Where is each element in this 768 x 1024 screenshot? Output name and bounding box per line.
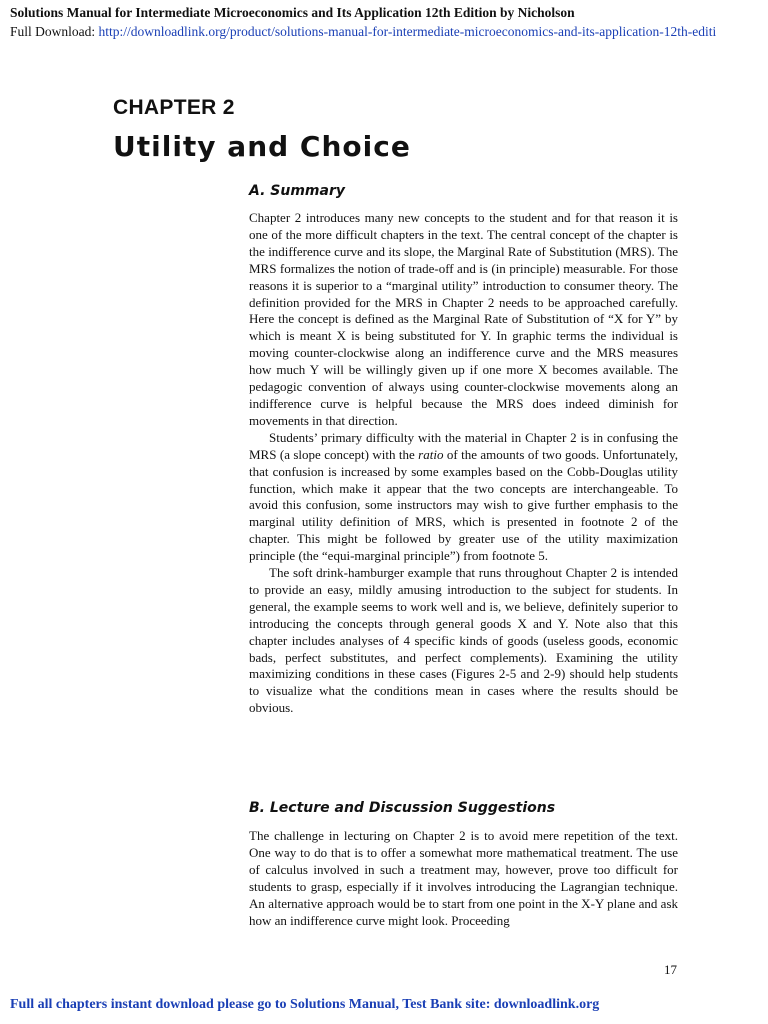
summary-body (249, 210, 678, 717)
lecture-paragraph: The challenge in lecturing on Chapter 2 is to avoid mere repetition of the text. One way to do that is to offer a somewhat more mathematical treatment. The use of calculus involved in such a treatment may, however, prove too difficult for students to grasp, especially if it involves introducing the Lagrangian technique. An alternative approach would be to start from one point in the X-Y plane and ask how an indifference curve might look. Proceeding (249, 828, 678, 928)
lecture-heading: B. Lecture and Discussion Suggestions (249, 800, 556, 816)
summary-paragraph-1: Chapter 2 introduces many new concepts to the student and for that reason it is one of the more difficult chapters in the text. The central concept of the chapter is the indifference curve and its slope, the Marginal Rate of Substitution (MRS). The MRS formalizes the notion of trade-off and is (in principle) measurable. For those reasons it is superior to a “marginal utility” introduction to consumer theory. The definition provided for the MRS in Chapter 2 needs to be approached carefully. Here the concept is defined as the Marginal Rate of Substitution of “X for Y” by which is meant X is being substituted for Y. In graphic terms the individual is moving counter-clockwise along an indifference curve and the MRS measures how much Y will be willingly given up if one more X becomes available. The pedagogic convention of always using counter-clockwise movements along an indifference curve is helpful because the MRS does indeed diminish for movements in that direction. (249, 210, 678, 428)
page-number: 17 (664, 962, 677, 977)
summary-paragraph-2-end: of the amounts of two goods. Unfortunately, that confusion is increased by some examples based on the Cobb-Douglas utility function, which make it appear that the two concepts are interchangeable. To avoid this confusion, some instructors may wish to give further emphasis to the marginal utility definition of MRS, which is presented in footnote 2 of the chapter. This might be followed by greater use of the utility maximization principle (the “equi-marginal principle”) from footnote 5. (249, 446, 679, 564)
footer-download-link[interactable]: Full all chapters instant download please go to Solutions Manual, Test Bank site: downloadlink.org (10, 997, 600, 1012)
summary-paragraph-3: The soft drink-hamburger example that runs throughout Chapter 2 is intended to provide an easy, mildly amusing introduction to the subject for students. In general, the example seems to work well and is, we believe, definitely superior to introducing the concepts through general goods X and Y. Note also that this chapter includes analyses of 4 specific kinds of goods (useless goods, economic bads, perfect substitutes, and perfect complements). Examining the utility maximizing conditions in these cases (Figures 2-5 and 2-9) should help students to visualize what the conditions mean in cases where the results should be obvious. (249, 565, 678, 716)
lecture-body (249, 828, 678, 929)
document-source-title: Solutions Manual for Intermediate Microeconomics and Its Application 12th Edition by Nicholson (10, 5, 575, 20)
full-download-label: Full Download: (10, 24, 96, 39)
full-download-line (10, 24, 768, 40)
summary-paragraph-2 (249, 430, 678, 565)
summary-heading: A. Summary (249, 183, 345, 199)
ratio-emphasis: ratio (418, 446, 444, 462)
download-link[interactable]: http://downloadlink.org/product/solutions-manual-for-intermediate-microeconomics-and-its-application-12th-editi (98, 24, 717, 39)
chapter-title: Utility and Choice (113, 130, 411, 163)
chapter-number: CHAPTER 2 (113, 96, 235, 119)
summary-paragraph-2-start: Students’ primary difficulty with the material in Chapter 2 is in confusing the MRS (a slope concept) with the (249, 429, 678, 462)
